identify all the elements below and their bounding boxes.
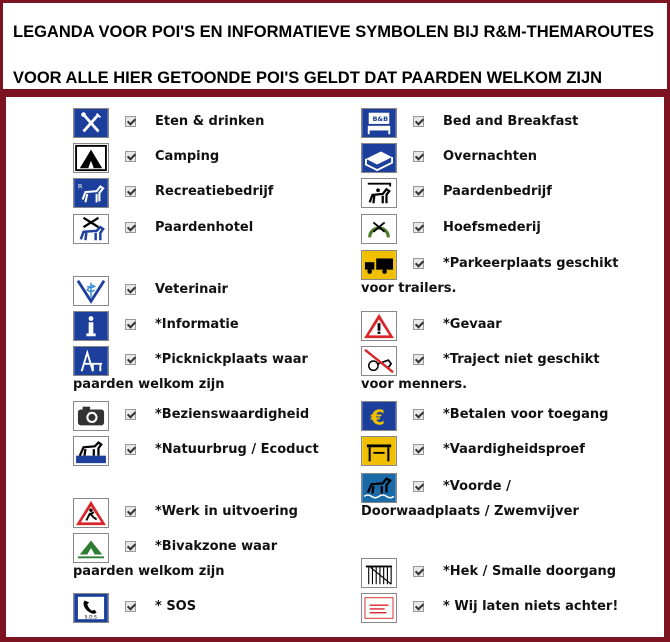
svg-text:B&B: B&B	[372, 115, 389, 124]
checkmark-icon	[413, 481, 424, 492]
legend-item	[361, 436, 661, 466]
legend-label: *Bivakzone waar	[155, 539, 278, 554]
veterinarian-icon	[73, 276, 109, 306]
checkmark-icon	[413, 409, 424, 420]
checkmark-icon	[413, 258, 424, 269]
legend-label-continuation: paarden welkom zijn	[73, 564, 225, 579]
legend-item	[361, 401, 661, 431]
ecoduct-icon	[73, 436, 109, 466]
legend-label: *Informatie	[155, 317, 239, 332]
legend-item	[361, 143, 661, 173]
checkmark-icon	[125, 284, 136, 295]
legend-label: Overnachten	[443, 149, 538, 164]
camping-icon	[73, 143, 109, 173]
skill-test-icon	[361, 436, 397, 466]
legend-item	[73, 498, 353, 528]
legend-item	[361, 593, 661, 623]
legend-label: Bed and Breakfast	[443, 114, 579, 129]
checkmark-icon	[413, 354, 424, 365]
legend-label: *Betalen voor toegang	[443, 407, 609, 422]
checkmark-icon	[125, 186, 136, 197]
checkmark-icon	[413, 566, 424, 577]
legend-item	[73, 108, 353, 138]
bed-and-breakfast-icon	[361, 108, 397, 138]
checkmark-icon	[413, 222, 424, 233]
checkmark-icon	[125, 506, 136, 517]
legend-item	[361, 178, 661, 208]
checkmark-icon	[125, 151, 136, 162]
sos-phone-icon	[73, 593, 109, 623]
checkmark-icon	[413, 186, 424, 197]
legend-item	[73, 143, 353, 173]
checkmark-icon	[413, 319, 424, 330]
no-carriage-icon	[361, 346, 397, 376]
svg-text:R: R	[77, 182, 83, 191]
legend-item	[73, 346, 353, 376]
checkmark-icon	[413, 601, 424, 612]
legend-item	[361, 311, 661, 341]
legend-label: Eten & drinken	[155, 114, 265, 129]
checkmark-icon	[125, 601, 136, 612]
legend-label: Veterinair	[155, 282, 228, 297]
legend-label: *Natuurbrug / Ecoduct	[155, 442, 319, 457]
header-divider	[0, 89, 670, 97]
information-icon	[73, 311, 109, 341]
picnic-icon	[73, 346, 109, 376]
checkmark-icon	[413, 151, 424, 162]
gate-icon	[361, 558, 397, 588]
legend-label: Hoefsmederij	[443, 220, 541, 235]
legend-label: Recreatiebedrijf	[155, 184, 274, 199]
trailer-parking-icon	[361, 250, 397, 280]
legend-label: * SOS	[155, 599, 197, 614]
legend-label-continuation: paarden welkom zijn	[73, 377, 225, 392]
legend-label: Paardenbedrijf	[443, 184, 552, 199]
legend-item	[73, 401, 353, 431]
horse-company-icon	[361, 178, 397, 208]
checkmark-icon	[125, 116, 136, 127]
horse-hotel-icon	[73, 214, 109, 244]
svg-text:€: €	[370, 405, 385, 430]
legend-item	[73, 593, 353, 623]
ford-icon	[361, 473, 397, 503]
recreation-company-icon	[73, 178, 109, 208]
legend-label: *Bezienswaardigheid	[155, 407, 310, 422]
bivouac-icon	[73, 533, 109, 563]
euro-icon	[361, 401, 397, 431]
roadwork-icon	[73, 498, 109, 528]
legend-item	[361, 346, 661, 376]
legend-label: *Parkeerplaats geschikt	[443, 256, 619, 271]
legend-label: *Vaardigheidsproef	[443, 442, 585, 457]
legend-item	[73, 533, 353, 563]
legend-item	[361, 108, 661, 138]
legend-label: *Hek / Smalle doorgang	[443, 564, 617, 579]
legend-label: *Voorde /	[443, 479, 511, 494]
legend-item	[361, 473, 661, 503]
legend-label-continuation: voor trailers.	[361, 281, 457, 296]
legend-label: *Traject niet geschikt	[443, 352, 600, 367]
food-icon	[73, 108, 109, 138]
legend-item	[73, 436, 353, 466]
legend-item	[73, 178, 353, 208]
svg-text:S.O.S: S.O.S	[84, 615, 97, 621]
checkmark-icon	[125, 354, 136, 365]
legend-item	[361, 250, 661, 280]
legend-label: *Gevaar	[443, 317, 502, 332]
checkmark-icon	[125, 444, 136, 455]
overnight-bed-icon	[361, 143, 397, 173]
camera-icon	[73, 401, 109, 431]
legend-item	[361, 214, 661, 244]
legend-item	[73, 311, 353, 341]
leave-nothing-icon	[361, 593, 397, 623]
legend-label: Paardenhotel	[155, 220, 254, 235]
farrier-icon	[361, 214, 397, 244]
danger-icon	[361, 311, 397, 341]
legend-label: Camping	[155, 149, 220, 164]
checkmark-icon	[125, 319, 136, 330]
legend-label: *Werk in uitvoering	[155, 504, 298, 519]
checkmark-icon	[125, 222, 136, 233]
legend-label: *Picknickplaats waar	[155, 352, 308, 367]
legend-item	[361, 558, 661, 588]
legend-label-continuation: voor menners.	[361, 377, 468, 392]
legend-item	[73, 214, 353, 244]
page-title: LEGANDA VOOR POI'S EN INFORMATIEVE SYMBOLEN BIJ R&M-THEMAROUTES	[13, 23, 655, 41]
checkmark-icon	[413, 444, 424, 455]
page-subtitle: VOOR ALLE HIER GETOONDE POI'S GELDT DAT PAARDEN WELKOM ZIJN	[13, 69, 603, 87]
checkmark-icon	[413, 116, 424, 127]
legend-header	[0, 0, 670, 92]
legend-item	[73, 276, 353, 306]
checkmark-icon	[125, 409, 136, 420]
checkmark-icon	[125, 541, 136, 552]
legend-label: * Wij laten niets achter!	[443, 599, 619, 614]
legend-label-continuation: Doorwaadplaats / Zwemvijver	[361, 504, 579, 519]
